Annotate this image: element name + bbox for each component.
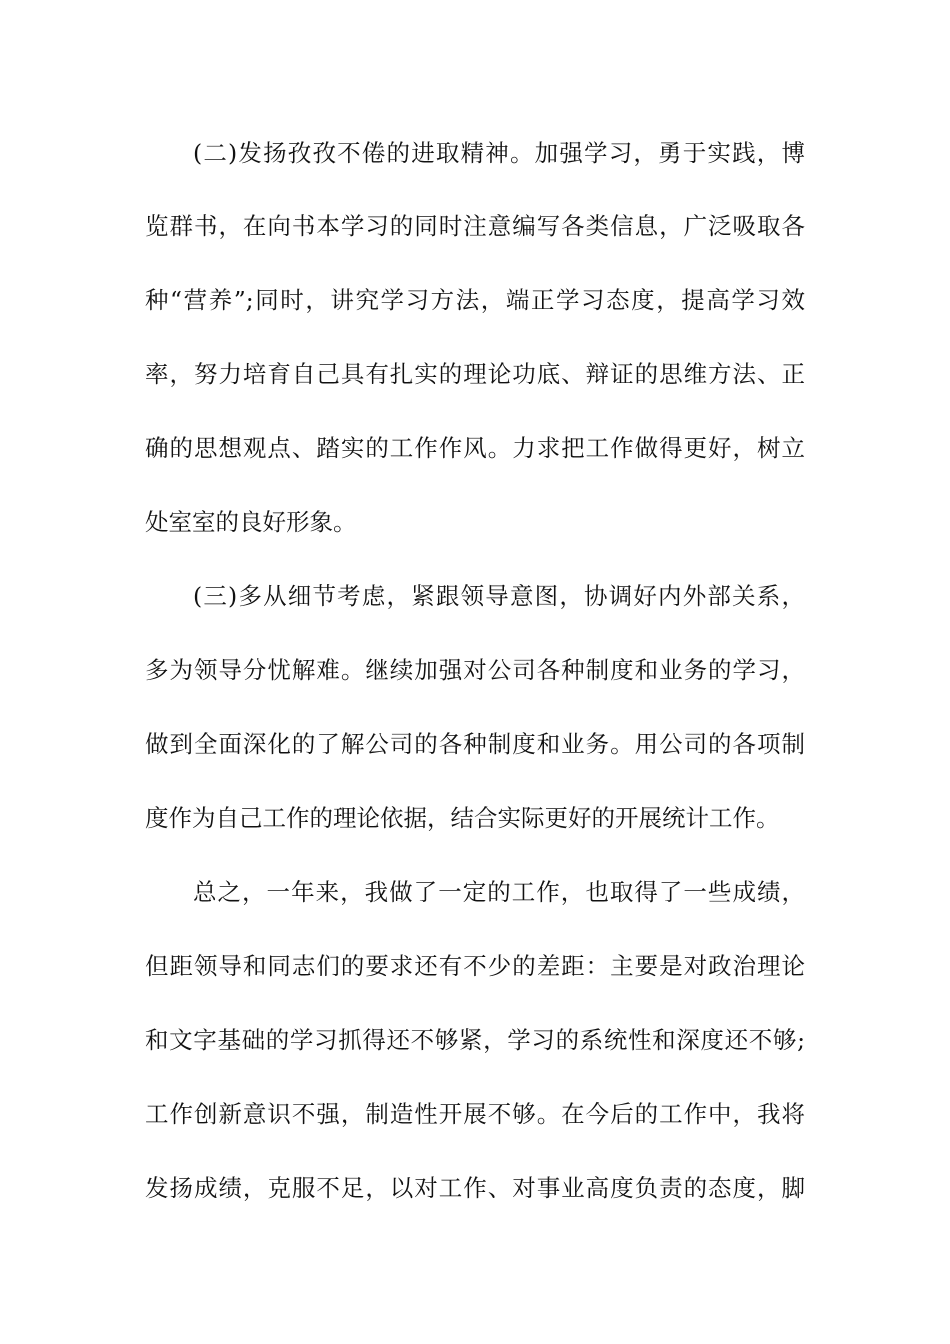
paragraph-2-line-3: 种“营养”;同时，讲究学习方法，端正学习态度，提高学习效 (145, 286, 805, 314)
paragraph-2-line-6: 处室室的良好形象。 (145, 508, 357, 536)
paragraph-summary-line-3: 和文字基础的学习抓得还不够紧，学习的系统性和深度还不够; (145, 1026, 805, 1054)
paragraph-3-line-1: (三)多从细节考虑，紧跟领导意图，协调好内外部关系， (193, 582, 805, 610)
paragraph-summary-line-1: 总之，一年来，我做了一定的工作，也取得了一些成绩， (193, 878, 805, 906)
paragraph-2-line-1: (二)发扬孜孜不倦的进取精神。加强学习，勇于实践，博 (193, 139, 805, 167)
paragraph-summary-line-5: 发扬成绩，克服不足，以对工作、对事业高度负责的态度，脚 (145, 1174, 805, 1202)
paragraph-3-line-3: 做到全面深化的了解公司的各种制度和业务。用公司的各项制 (145, 730, 805, 758)
paragraph-2-line-4: 率，努力培育自己具有扎实的理论功底、辩证的思维方法、正 (145, 360, 805, 388)
paragraph-2-line-2: 览群书，在向书本学习的同时注意编写各类信息，广泛吸取各 (145, 212, 805, 240)
paragraph-2-line-5: 确的思想观点、踏实的工作作风。力求把工作做得更好，树立 (145, 434, 805, 462)
paragraph-summary-line-4: 工作创新意识不强，制造性开展不够。在今后的工作中，我将 (145, 1100, 805, 1128)
paragraph-3-line-4: 度作为自己工作的理论依据，结合实际更好的开展统计工作。 (145, 804, 780, 832)
paragraph-3-line-2: 多为领导分忧解难。继续加强对公司各种制度和业务的学习， (145, 656, 805, 684)
paragraph-summary-line-2: 但距领导和同志们的要求还有不少的差距：主要是对政治理论 (145, 952, 805, 980)
